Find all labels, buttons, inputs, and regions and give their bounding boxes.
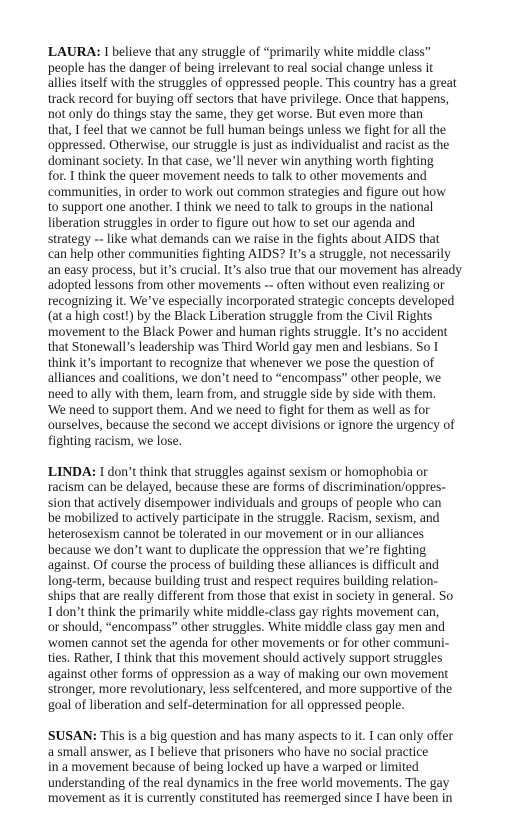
interview-paragraph	[48, 44, 488, 448]
line-text: a small answer, as I believe that prisoners who have no social practice	[48, 743, 429, 759]
text-line	[48, 215, 488, 231]
text-line	[48, 231, 488, 247]
line-text: We need to support them. And we need to fight for them as well as for	[48, 401, 430, 417]
line-text: ships that are really different from those that exist in society in general. So	[48, 588, 454, 604]
text-line	[48, 417, 488, 433]
line-text: think it’s important to recognize that whenever we pose the question of	[48, 354, 435, 370]
text-line	[48, 479, 488, 495]
line-text: dominant society. In that case, we’ll never win anything worth fighting	[48, 152, 434, 168]
text-line	[48, 635, 488, 651]
line-text: adopted lessons from other movements -- often without even realizing or	[48, 277, 445, 293]
text-line	[48, 790, 488, 806]
text-line	[48, 308, 488, 324]
line-text: need to ally with them, learn from, and struggle side by side with them.	[48, 386, 437, 402]
text-line	[48, 122, 488, 138]
text-line	[48, 324, 488, 340]
text-line	[48, 495, 488, 511]
line-text: I don’t think that struggles against sexism or homophobia or	[96, 463, 428, 479]
text-line	[48, 557, 488, 573]
line-text: alliances and coalitions, we don’t need to “encompass” other people, we	[48, 370, 442, 386]
text-line	[48, 199, 488, 215]
document-page	[48, 44, 488, 821]
text-line	[48, 91, 488, 107]
text-line	[48, 293, 488, 309]
speaker-name: LINDA:	[48, 463, 97, 479]
line-text: for. I think the queer movement needs to talk to other movements and	[48, 168, 427, 184]
text-line	[48, 728, 488, 744]
text-line	[48, 433, 488, 449]
text-line	[48, 355, 488, 371]
line-text: movement to the Black Power and human rights struggle. It’s no accident	[48, 323, 448, 339]
line-text: communities, in order to work out common strategies and figure out how	[48, 183, 446, 199]
line-text: movement as it is currently constituted has reemerged since I have been in	[48, 790, 453, 806]
speaker-name: SUSAN:	[48, 728, 98, 744]
text-line	[48, 262, 488, 278]
line-text: or should, “encompass” other struggles. White middle class gay men and	[48, 619, 445, 635]
line-text: This is a big question and has many aspects to it. I can only offer	[97, 728, 453, 744]
line-text: liberation struggles in order to figure out how to set our agenda and	[48, 215, 415, 231]
text-line	[48, 246, 488, 262]
line-text: long-term, because building trust and respect requires building relation-	[48, 572, 438, 588]
line-text: against other forms of oppression as a way of making our own movement	[48, 665, 449, 681]
text-line	[48, 510, 488, 526]
text-line	[48, 184, 488, 200]
line-text: (at a high cost!) by the Black Liberation struggle from the Civil Rights	[48, 308, 433, 324]
line-text: stronger, more revolutionary, less selfcentered, and more supportive of the	[48, 681, 452, 697]
line-text: I believe that any struggle of “primarily white middle class”	[100, 44, 431, 59]
line-text: recognizing it. We’ve especially incorporated strategic concepts developed	[48, 292, 455, 308]
text-line	[48, 137, 488, 153]
text-line	[48, 402, 488, 418]
line-text: not only do things stay the same, they get worse. But even more than	[48, 106, 423, 122]
line-text: goal of liberation and self-determination for all oppressed people.	[48, 696, 405, 712]
line-text: understanding of the real dynamics in the free world movements. The gay	[48, 774, 450, 790]
line-text: fighting racism, we lose.	[48, 432, 183, 448]
line-text: I don’t think the primarily white middle-class gay rights movement can,	[48, 603, 440, 619]
text-line	[48, 681, 488, 697]
line-text: heterosexism cannot be tolerated in our movement or in our alliances	[48, 525, 424, 541]
line-text: against. Of course the process of building these alliances is difficult and	[48, 557, 439, 573]
line-text: an easy process, but it’s crucial. It’s also true that our movement has already	[48, 261, 463, 277]
text-line	[48, 386, 488, 402]
line-text: oppressed. Otherwise, our struggle is just as individualist and racist as the	[48, 137, 450, 153]
line-text: ties. Rather, I think that this movement should actively support struggles	[48, 650, 443, 666]
text-line	[48, 526, 488, 542]
text-line	[48, 604, 488, 620]
text-line	[48, 339, 488, 355]
text-line	[48, 75, 488, 91]
text-line	[48, 44, 488, 60]
text-line	[48, 464, 488, 480]
text-line	[48, 744, 488, 760]
text-line	[48, 588, 488, 604]
interview-paragraph	[48, 728, 488, 806]
line-text: track record for buying off sectors that have privilege. Once that happens,	[48, 90, 449, 106]
line-text: sion that actively disempower individuals and groups of people who can	[48, 494, 442, 510]
text-line	[48, 697, 488, 713]
text-line	[48, 542, 488, 558]
line-text: women cannot set the agenda for other movements or for other communi-	[48, 634, 450, 650]
text-line	[48, 370, 488, 386]
line-text: be mobilized to actively participate in the struggle. Racism, sexism, and	[48, 510, 440, 526]
text-line	[48, 759, 488, 775]
speaker-name: LAURA:	[48, 44, 101, 59]
text-line	[48, 666, 488, 682]
text-line	[48, 60, 488, 76]
line-text: because we don’t want to duplicate the oppression that we’re fighting	[48, 541, 426, 557]
interview-paragraph	[48, 464, 488, 713]
line-text: that Stonewall’s leadership was Third World gay men and lesbians. So I	[48, 339, 439, 355]
text-line	[48, 153, 488, 169]
text-line	[48, 168, 488, 184]
line-text: ourselves, because the second we accept divisions or ignore the urgency of	[48, 417, 455, 433]
text-line	[48, 277, 488, 293]
line-text: can help other communities fighting AIDS? It’s a struggle, not necessarily	[48, 246, 451, 262]
text-line	[48, 775, 488, 791]
line-text: in a movement because of being locked up have a warped or limited	[48, 759, 419, 775]
line-text: people has the danger of being irrelevant to real social change unless it	[48, 59, 434, 75]
line-text: that, I feel that we cannot be full human beings unless we fight for all the	[48, 121, 446, 137]
text-line	[48, 619, 488, 635]
text-line	[48, 650, 488, 666]
line-text: racism can be delayed, because these are forms of discrimination/oppres-	[48, 479, 446, 495]
line-text: allies itself with the struggles of oppressed people. This country has a great	[48, 75, 457, 91]
line-text: to support one another. I think we need to talk to groups in the national	[48, 199, 434, 215]
text-line	[48, 573, 488, 589]
text-line	[48, 106, 488, 122]
line-text: strategy -- like what demands can we raise in the fights about AIDS that	[48, 230, 440, 246]
